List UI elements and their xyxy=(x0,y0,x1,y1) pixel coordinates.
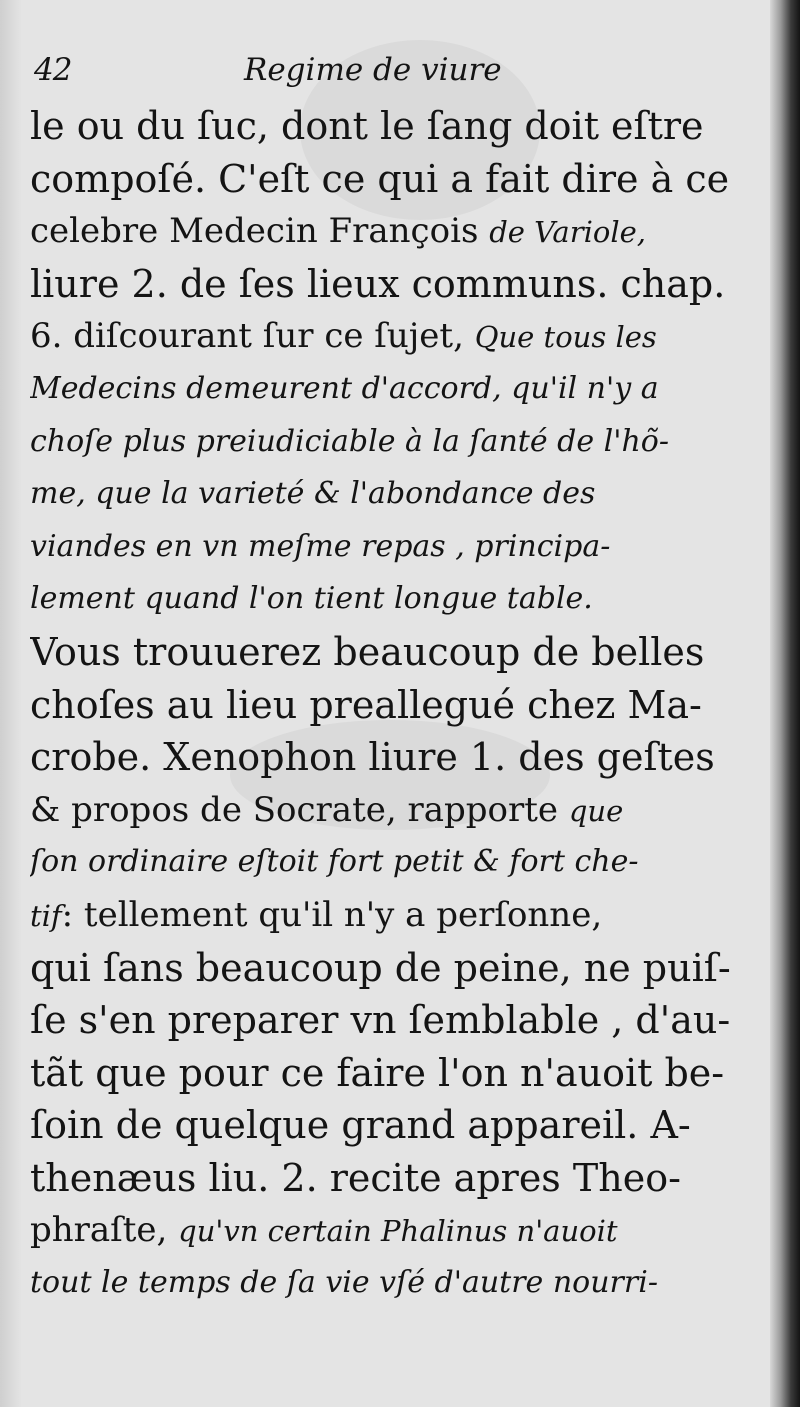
text-line xyxy=(30,784,735,837)
body-text xyxy=(30,100,735,1310)
page-number: 42 xyxy=(34,52,72,88)
italic-line: ſon ordinaire eſtoit fort petit & fort che- xyxy=(30,844,639,880)
roman-run: celebre Medecin François xyxy=(30,211,490,252)
text-line: le ou du ſuc, dont le ſang doit eſtre xyxy=(30,104,704,148)
text-line: compoſé. C'eſt ce qui a fait dire à ce xyxy=(30,156,730,201)
text-line: qui ſans beaucoup de peine, ne puiſ- xyxy=(30,945,731,990)
text-line xyxy=(30,889,735,942)
text-line xyxy=(30,1204,735,1257)
page-header xyxy=(34,52,734,96)
roman-run: : tellement qu'il n'y a perſonne, xyxy=(61,894,603,935)
roman-run: phraſte, xyxy=(30,1210,179,1251)
italic-run: de Variole, xyxy=(489,215,646,250)
text-line: ſoin de quelque grand appareil. A- xyxy=(30,1103,691,1148)
gutter-shadow xyxy=(0,0,22,1407)
italic-line: lement quand l'on tient longue table. xyxy=(30,581,593,617)
text-line: thenæus liu. 2. recite apres Theo- xyxy=(30,1155,681,1200)
text-line: tãt que pour ce faire l'on n'auoit be- xyxy=(30,1050,725,1095)
italic-run: tif xyxy=(30,898,62,933)
text-line: crobe. Xenophon liure 1. des geſtes xyxy=(30,735,715,780)
italic-run: Que tous les xyxy=(474,320,657,355)
running-head: Regime de viure xyxy=(244,52,502,88)
text-line xyxy=(30,205,735,258)
italic-line: choſe plus preiudiciable à la ſanté de l'hõ- xyxy=(30,423,669,459)
text-line: choſes au lieu preallegué chez Ma- xyxy=(30,682,702,727)
italic-line: viandes en vn meſme repas , principa- xyxy=(30,528,611,564)
text-line: ſe s'en preparer vn ſemblable , d'au- xyxy=(30,998,731,1043)
italic-run: qu'vn certain Phalinus n'auoit xyxy=(178,1214,618,1249)
page-edge xyxy=(770,0,800,1407)
italic-line: me, que la varieté & l'abondance des xyxy=(30,476,596,512)
text-line: liure 2. de ſes lieux communs. chap. xyxy=(30,261,726,306)
text-line xyxy=(30,310,735,363)
italic-line: Medecins demeurent d'accord, qu'il n'y a xyxy=(30,370,659,406)
italic-line: tout le temps de ſa vie vſé d'autre nourri- xyxy=(30,1265,658,1301)
italic-run: que xyxy=(568,793,624,828)
roman-run: 6. diſcourant ſur ce ſujet, xyxy=(30,316,475,357)
text-line: Vous trouuerez beaucoup de belles xyxy=(30,629,705,674)
roman-run: & propos de Socrate, rapporte xyxy=(30,789,569,830)
